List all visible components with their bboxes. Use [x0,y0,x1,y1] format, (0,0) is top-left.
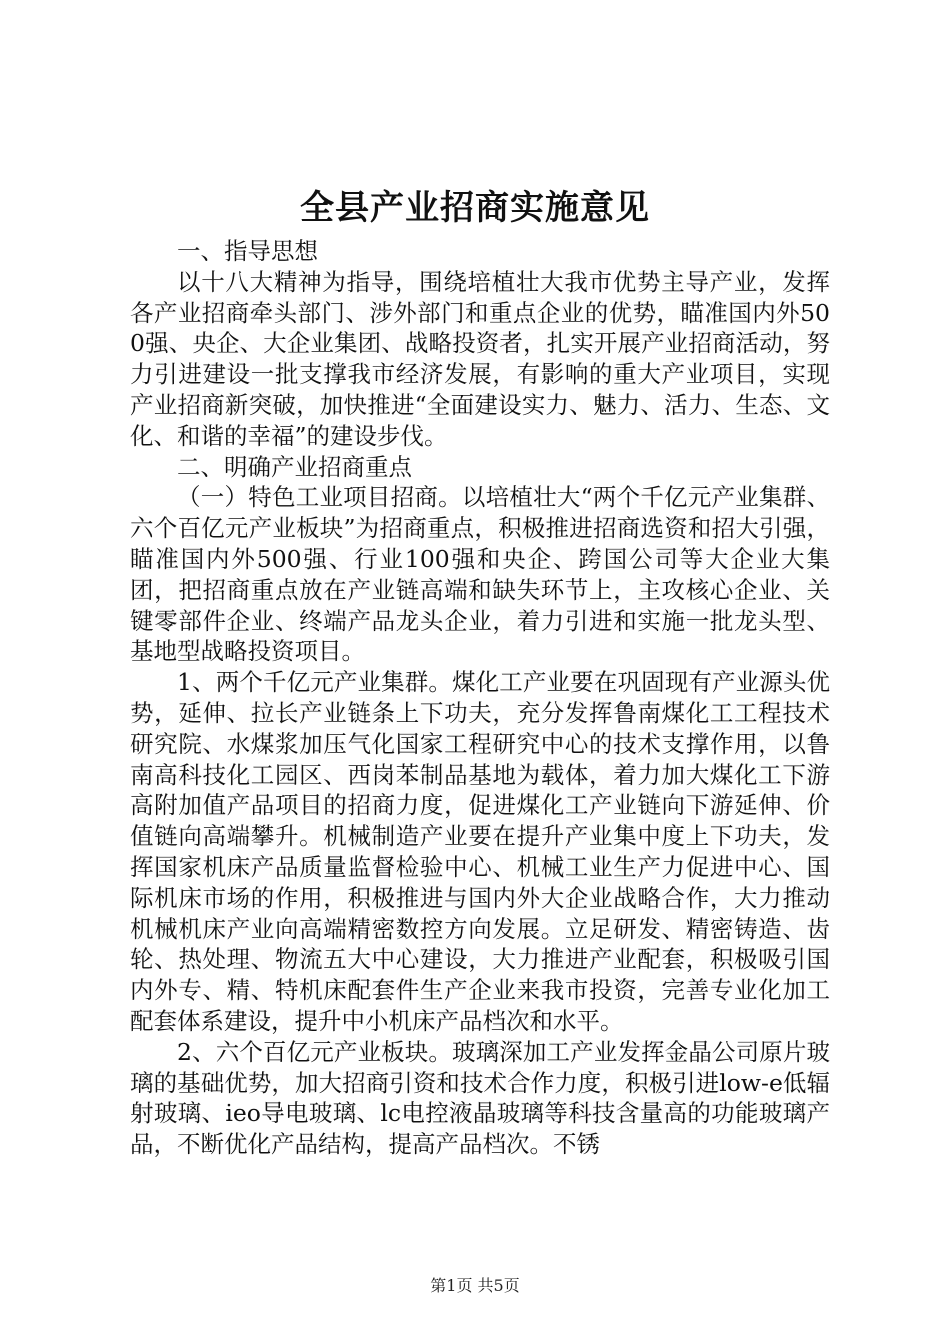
document-body [130,236,830,1160]
section-heading-investment-focus: 二、明确产业招商重点 [177,452,412,481]
section-heading-guiding-ideology: 一、指导思想 [177,237,318,265]
document-title: 全县产业招商实施意见 [300,188,650,228]
paragraph-industrial-projects: （一）特色工业项目招商。以培植壮大“两个千亿元产业集群、六个百亿元产业板块”为招商重点，积极推进招商选资和招大引强，瞄准国内外500强、行业100强和央企、跨国公司等大企业大集团，把招商重点放在产业链高端和缺失环节上，主攻核心企业、关键零部件企业、终端产品龙头企业，着力引进和实施一批龙头型、基地型战略投资项目。 [130,483,830,666]
paragraph-industry-sectors: 2、六个百亿元产业板块。玻璃深加工产业发挥金晶公司原片玻璃的基础优势，加大招商引资和技术合作力度，积极引进low-e低辐射玻璃、ieo导电玻璃、lc电控液晶玻璃等科技含量高的功能玻璃产品，不断优化产品结构，提高产品档次。不锈 [130,1037,830,1159]
paragraph-guiding-ideology: 以十八大精神为指导，围绕培植壮大我市优势主导产业，发挥各产业招商牵头部门、涉外部门和重点企业的优势，瞄准国内外500强、央企、大企业集团、战略投资者，扎实开展产业招商活动，努力引进建设一批支撑我市经济发展，有影响的重大产业项目，实现产业招商新突破，加快推进“全面建设实力、魅力、活力、生态、文化、和谐的幸福”的建设步伐。 [130,267,830,450]
page-footer: 第1页 共5页 [430,1276,520,1295]
paragraph-industry-clusters: 1、两个千亿元产业集群。煤化工产业要在巩固现有产业源头优势，延伸、拉长产业链条上下功夫，充分发挥鲁南煤化工工程技术研究院、水煤浆加压气化国家工程研究中心的技术支撑作用，以鲁南高科技化工园区、西岗苯制品基地为载体，着力加大煤化工下游高附加值产品项目的招商力度，促进煤化工产业链向下游延伸、价值链向高端攀升。机械制造产业要在提升产业集中度上下功夫，发挥国家机床产品质量监督检验中心、机械工业生产力促进中心、国际机床市场的作用，积极推进与国内外大企业战略合作，大力推动机械机床产业向高端精密数控方向发展。立足研发、精密铸造、齿轮、热处理、物流五大中心建设，大力推进产业配套，积极吸引国内外专、精、特机床配套件生产企业来我市投资，完善专业化加工配套体系建设，提升中小机床产品档次和水平。 [130,668,830,1035]
